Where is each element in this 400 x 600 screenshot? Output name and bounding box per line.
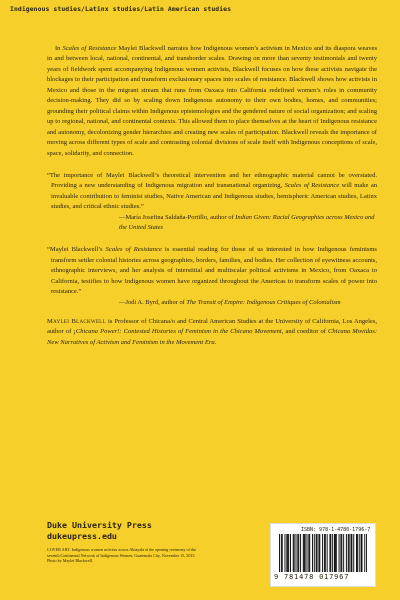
- barcode-bar: [339, 534, 340, 572]
- isbn-barcode: [270, 523, 376, 587]
- barcode-bar: [335, 534, 336, 572]
- barcode-bar: [298, 534, 299, 572]
- book-description: In Scales of Resistance Maylei Blackwell narrates how Indigenous women’s activism in Mexico and its diaspora weaves in and between local, national, continental, and transborder scales. Drawing on more than seventy testimonials and twenty years of fieldwork spent accompanying Indigenous women activists, Blackwell focuses on how these activists navigate the blockages to their participation and transform exclusionary spaces into scales of resistance. Blackwell shows how activists in Mexico and those in the migrant stream that runs from Oaxaca into California redefined women’s roles in community decision-making. They did so by scaling down Indigenous autonomy to their own bodies, homes, and communities; grounding their political claims within Indigenous epistemologies and the gendered nature of social organization; and scaling up to regional, national, and continental contexts. This allowed them to place themselves at the heart of Indigenous resistance and autonomy, decolonizing gender hierarchies and creating new scales of participation. Blackwell reveals the importance of moving across different types of scale and contrasting colonial divisions of scale itself with Indigenous conceptions of scale, space, solidarity, and connection.: [47, 45, 378, 157]
- barcode-bar: [362, 534, 363, 572]
- endorsement-attribution-1: —María Josefina Saldaña-Portillo, author of Indian Given: Racial Geographies across Mexico and the United States: [119, 213, 375, 232]
- endorsement-attribution-2: —Jodi A. Byrd, author of The Transit of Empire: Indigenous Critiques of Colonialism: [119, 298, 341, 306]
- barcode-bar: [325, 534, 326, 572]
- barcode-bar: [364, 534, 365, 572]
- barcode-bar: [300, 534, 301, 572]
- barcode-bar: [366, 534, 367, 572]
- barcode-bar: [357, 534, 358, 572]
- barcode-digits: 9 781478 017967: [274, 573, 350, 581]
- barcode-bar: [281, 534, 282, 572]
- barcode-bar: [349, 534, 350, 572]
- endorsement-quote-2: “Maylei Blackwell’s Scales of Resistance is essential reading for those of us interested in how Indigenous feminisms transform settler colonial histories across geographies, borders, families, and bodies. Her collection of eyewitness accounts, ethnographic interviews, and her analysis of interstitial and multiscalar political activisms in Mexico, from Oaxaca to California, testifies to how Indigenous women have organized throughout the Americas to transform scales of power into resistance.”: [47, 246, 377, 296]
- barcode-bar: [297, 534, 298, 572]
- barcode-bar: [340, 534, 341, 572]
- barcode-bar: [288, 534, 289, 572]
- barcode-bar: [312, 534, 313, 572]
- barcode-bar: [296, 534, 297, 572]
- author-name: Maylei Blackwell: [47, 317, 107, 325]
- barcode-bar: [282, 534, 283, 572]
- barcode-bar: [319, 534, 320, 572]
- barcode-bar: [329, 534, 330, 572]
- barcode-bar: [287, 534, 288, 572]
- barcode-bar: [327, 534, 328, 572]
- back-cover-text: [47, 44, 377, 348]
- barcode-bar: [361, 534, 362, 572]
- barcode-bar: [294, 534, 295, 572]
- isbn-label: ISBN: 978-1-4780-1796-7: [301, 527, 371, 533]
- barcode-bar: [359, 534, 360, 572]
- barcode-bar: [322, 534, 323, 572]
- barcode-bar: [309, 534, 310, 572]
- barcode-bar: [332, 534, 333, 572]
- barcode-bar: [351, 534, 352, 572]
- barcode-bar: [334, 534, 335, 572]
- barcode-bar: [286, 534, 287, 572]
- category-label: Indigenous studies/Latinx studies/Latin American studies: [10, 5, 232, 13]
- barcode-bar: [305, 534, 306, 572]
- cover-art-credit: COVER ART: Indigenous women activists across Abiayala at the opening ceremony of the seventh Continental Network of Indigenous Women, Guatemala City, November 15, 2015. Photo by Maylei Blackwell.: [47, 547, 196, 564]
- barcode-bar: [308, 534, 309, 572]
- barcode-bar: [351, 534, 352, 572]
- barcode-bar: [318, 534, 319, 572]
- barcode-bar: [314, 534, 315, 572]
- barcode-bar: [285, 534, 286, 572]
- barcode-bar: [307, 534, 308, 572]
- barcode-bar: [303, 534, 304, 572]
- barcode-bar: [348, 534, 349, 572]
- book-title: Scales of Resistance: [62, 45, 117, 52]
- barcode-bar: [304, 534, 305, 572]
- endorsement-quote-1: “The importance of Maylei Blackwell’s theoretical intervention and her ethnographic material cannot be overstated. Providing a new understanding of Indigenous migration and transnational organizing, Scales of Resistance will make an invaluable contribution to feminist studies, Native American and Indigenous studies, hemispheric American studies, Latinx studies, and critical ethnic studies.”: [47, 171, 377, 211]
- barcode-bar: [346, 534, 347, 572]
- barcode-bar: [316, 534, 317, 572]
- barcode-bar: [343, 534, 344, 572]
- barcode-bar: [293, 534, 294, 572]
- barcode-bar: [279, 534, 280, 572]
- barcode-bar: [341, 534, 342, 572]
- author-bio: Maylei Blackwell is Professor of Chicana/o and Central American Studies at the University of California, Los Angeles, author of ¡Chicana Power!: Contested Histories of Feminism in the Chicano Movement, and coeditor of Chicana Movidas: New Narratives of Activism and Feminism in the Movement Era.: [47, 317, 377, 346]
- publisher-block: [47, 520, 152, 542]
- barcode-bar: [356, 534, 357, 572]
- barcode-bar: [336, 534, 337, 572]
- publisher-url: dukeupress.edu: [47, 531, 117, 541]
- barcode-bar: [290, 534, 291, 572]
- barcode-bars: [279, 534, 367, 574]
- barcode-bar: [324, 534, 325, 572]
- publisher-name: Duke University Press: [47, 520, 152, 530]
- barcode-bar: [317, 534, 318, 572]
- barcode-bar: [353, 534, 354, 572]
- barcode-bar: [330, 534, 331, 572]
